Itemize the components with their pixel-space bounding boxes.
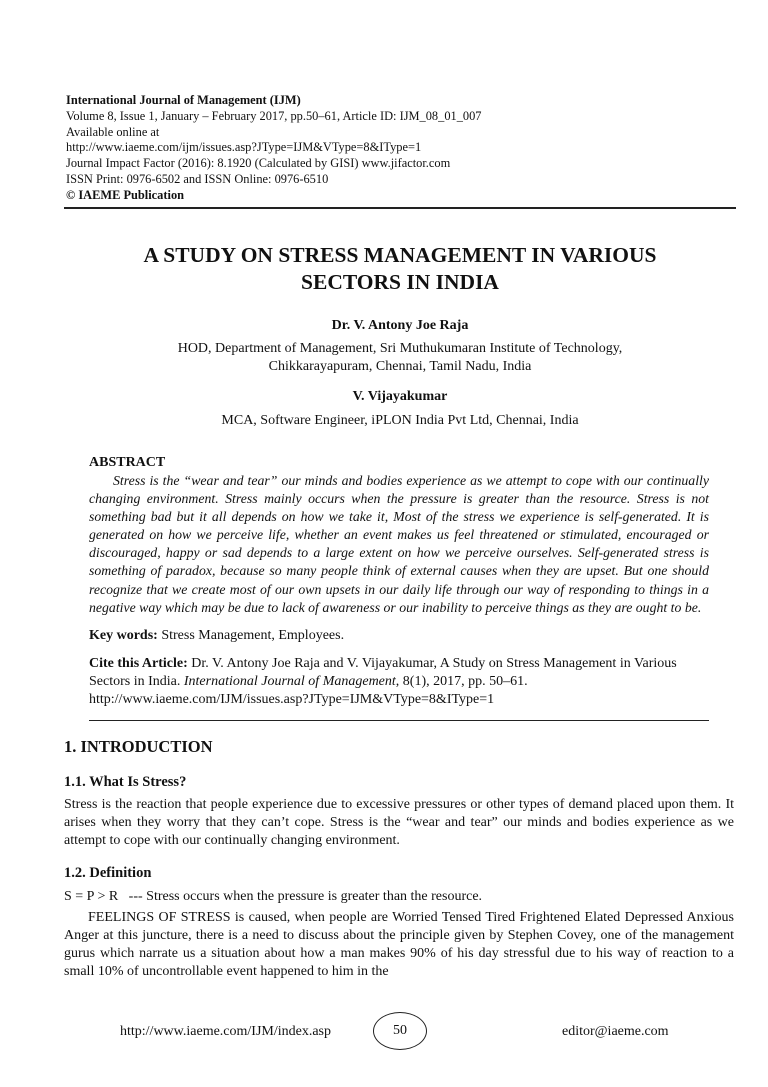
cite-text-a: Dr. V. Antony Joe Raja and V. Vijayakumar, A Study on Stress Management in Various Sectors in India.	[89, 655, 677, 689]
citation-divider	[89, 720, 709, 721]
footer-email[interactable]: editor@iaeme.com	[562, 1024, 669, 1039]
keywords	[89, 627, 709, 645]
available-online: Available online at	[66, 124, 160, 139]
author-1-affiliation	[64, 340, 736, 376]
subsection-heading-what-is-stress: 1.1. What Is Stress?	[64, 774, 187, 790]
title-line-1: A STUDY ON STRESS MANAGEMENT IN VARIOUS	[143, 243, 657, 267]
citation	[89, 655, 709, 709]
publisher: © IAEME Publication	[66, 187, 185, 202]
section-heading-introduction: 1. INTRODUCTION	[64, 737, 213, 756]
abstract-heading: ABSTRACT	[89, 455, 166, 470]
cite-url[interactable]: http://www.iaeme.com/IJM/issues.asp?JType=IJM&VType=8&IType=1	[89, 691, 495, 707]
title-line-2: SECTORS IN INDIA	[301, 270, 499, 294]
definition-formula: S = P > R --- Stress occurs when the pressure is greater than the resource.	[64, 889, 483, 904]
abstract-section	[89, 454, 709, 709]
keywords-text: Stress Management, Employees.	[157, 627, 345, 643]
definition-paragraph: FEELINGS OF STRESS is caused, when people are Worried Tensed Tired Frightened Elated Depressed Anxious Anger at this juncture, there is a need to discuss about the principle given by Stephen Covey, one of the management gurus which narrate us a situation about how a man makes 90% of his day stressful due to his way of reaction to a small 10% of uncontrollable event happened to him in the	[64, 910, 734, 979]
footer-url[interactable]: http://www.iaeme.com/IJM/index.asp	[120, 1024, 331, 1039]
page-footer	[0, 1012, 768, 1052]
header-divider	[64, 207, 736, 209]
issn: ISSN Print: 0976-6502 and ISSN Online: 0976-6510	[66, 171, 329, 186]
author-1-affil-line-1: HOD, Department of Management, Sri Muthukumaran Institute of Technology,	[177, 341, 623, 356]
author-2-name: V. Vijayakumar	[352, 389, 448, 404]
author-2-affil-line-1: MCA, Software Engineer, iPLON India Pvt Ltd, Chennai, India	[221, 413, 579, 428]
impact-factor: Journal Impact Factor (2016): 8.1920 (Calculated by GISI) www.jifactor.com	[66, 156, 451, 171]
what-is-stress-paragraph: Stress is the reaction that people experience due to excessive pressures or other types of demand placed upon them. It arises when they worry that they can’t cope. Stress is the “wear and tear” our minds and bodies experience as we attempt to cope with our continually changing environment.	[64, 797, 734, 848]
issue-url[interactable]: http://www.iaeme.com/ijm/issues.asp?JType=IJM&VType=8&IType=1	[66, 140, 422, 155]
cite-label: Cite this Article:	[89, 655, 188, 671]
cite-text-b: , 8(1), 2017, pp. 50–61.	[395, 673, 528, 689]
cite-journal: International Journal of Management	[183, 673, 396, 689]
abstract-text: Stress is the “wear and tear” our minds and bodies experience as we attempt to cope with our continually changing environment. Stress mainly occurs when the pressure is greater than the resource. Stress is not something bad but it all depends on how we take it, Most of the stress we experience is self-generated. It is generated on how we perceive life, whether an event makes us feel threatened or stimulated, encouraged or discouraged, happy or sad depends to a large extent on how we perceive ourselves. Self-generated stress is something of paradox, because so many people think of external causes when they are upset. But one should recognize that we create most of our own upsets in our daily life through our way of responding to things in a negative way which may be due to lack of awareness or our inability to perceive things as they are ought to be.	[89, 473, 709, 615]
author-1-affil-line-2: Chikkarayapuram, Chennai, Tamil Nadu, India	[268, 359, 532, 374]
author-1-name: Dr. V. Antony Joe Raja	[331, 318, 469, 333]
author-2-affiliation	[64, 412, 736, 430]
keywords-label: Key words:	[89, 627, 158, 643]
page-number: 50	[373, 1012, 427, 1050]
journal-name: International Journal of Management (IJM)	[66, 93, 301, 107]
subsection-heading-definition: 1.2. Definition	[64, 865, 152, 881]
volume-info: Volume 8, Issue 1, January – February 2017, pp.50–61, Article ID: IJM_08_01_007	[66, 108, 482, 123]
paper-title	[64, 242, 736, 296]
journal-header	[66, 93, 736, 204]
